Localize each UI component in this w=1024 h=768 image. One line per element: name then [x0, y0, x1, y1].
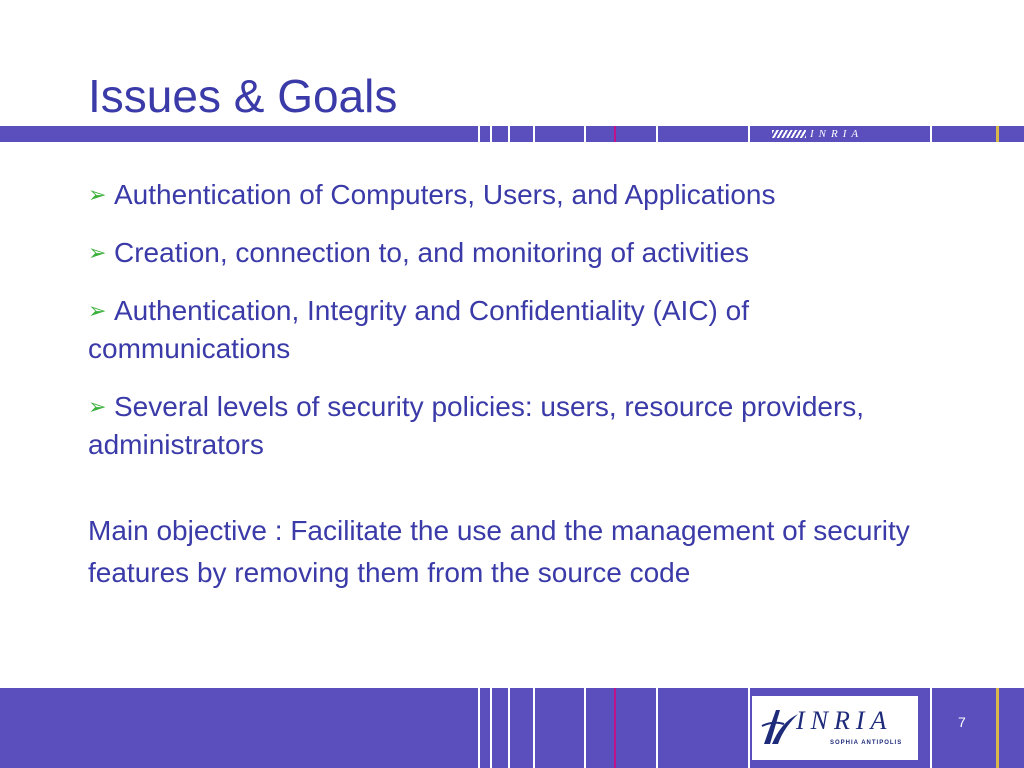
band-divider [930, 688, 932, 768]
bullet-text: Creation, connection to, and monitoring of activities [114, 237, 750, 268]
bullet-item [88, 292, 908, 368]
band-divider [930, 126, 932, 142]
bullet-item [88, 234, 988, 272]
bullet-text: Authentication of Computers, Users, and Applications [114, 179, 776, 210]
slide-content [88, 176, 988, 614]
bullet-arrow-icon: ➢ [88, 298, 107, 323]
band-divider [656, 688, 658, 768]
band-divider [508, 688, 510, 768]
bullet-item [88, 388, 908, 464]
band-divider-gold [996, 126, 999, 142]
band-divider-gold [996, 688, 999, 768]
band-divider [533, 126, 535, 142]
band-divider [584, 688, 586, 768]
inria-logo [752, 696, 918, 760]
band-divider [748, 126, 750, 142]
inria-wordmark: INRIA [796, 706, 893, 735]
bullet-text: Several levels of security policies: users, resource providers, administrators [88, 391, 865, 460]
page-number: 7 [958, 714, 966, 730]
bullet-text: Authentication, Integrity and Confidentiality (AIC) of communications [88, 295, 750, 364]
inria-mini-logo: INRIA [772, 127, 912, 141]
bird-icon [760, 704, 800, 748]
bullet-item [88, 176, 988, 214]
bullet-arrow-icon: ➢ [88, 240, 107, 265]
bullet-arrow-icon: ➢ [88, 394, 107, 419]
band-divider [656, 126, 658, 142]
band-divider [584, 126, 586, 142]
band-divider [478, 688, 480, 768]
bird-mark-icon [772, 130, 806, 138]
band-divider [748, 688, 750, 768]
band-divider-magenta [614, 688, 616, 768]
band-divider [508, 126, 510, 142]
inria-subtitle: SOPHIA ANTIPOLIS [830, 740, 903, 746]
band-divider [490, 688, 492, 768]
band-divider-magenta [614, 126, 616, 142]
top-decorative-band [0, 126, 1024, 142]
slide-title: Issues & Goals [88, 70, 398, 122]
band-divider [490, 126, 492, 142]
bullet-arrow-icon: ➢ [88, 182, 107, 207]
band-divider [478, 126, 480, 142]
band-divider [533, 688, 535, 768]
main-objective-text: Main objective : Facilitate the use and the management of security features by removing them from the source code [88, 515, 910, 588]
